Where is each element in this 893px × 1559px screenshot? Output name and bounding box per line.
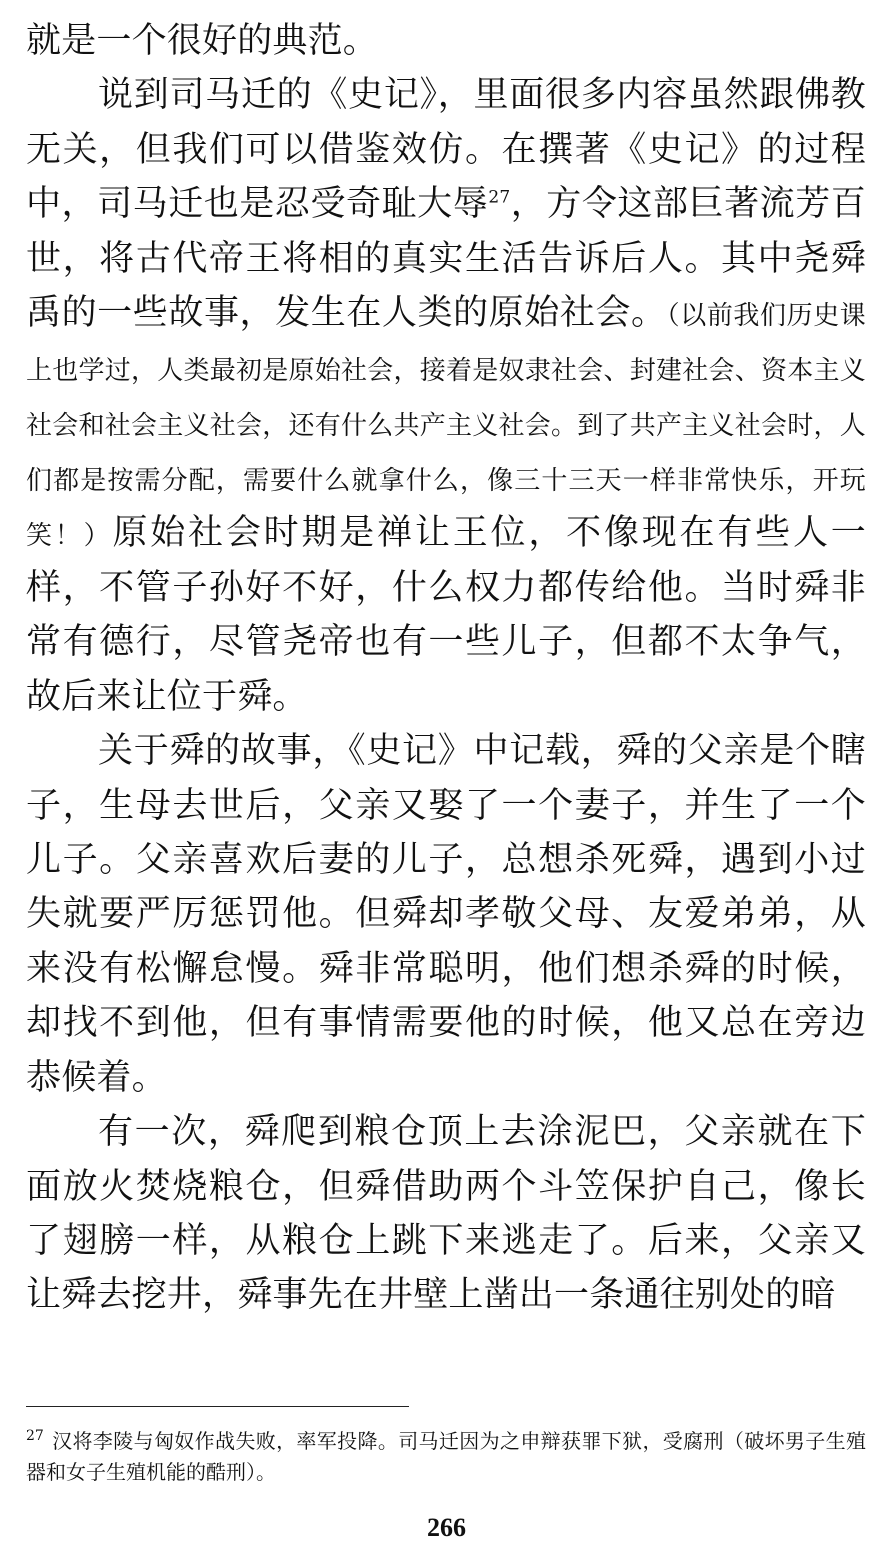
paragraph-text: 关于舜的故事，《史记》中记载，舜的父亲是个瞎子，生母去世后，父亲又娶了一个妻子，并生了一个儿子。父亲喜欢后妻的儿子，总想杀死舜，遇到小过失就要严厉惩罚他。但舜却孝敬父母、友爱弟弟，从来没有松懈怠慢。舜非常聪明，他们想杀舜的时候，却找不到他，但有事情需要他的时候，他又总在旁边恭候着。: [26, 731, 866, 1098]
footnote-divider: [26, 1406, 409, 1407]
paragraph-granary: [26, 1105, 866, 1323]
paragraph-text: 就是一个很好的典范。: [26, 21, 379, 61]
main-text: [26, 14, 866, 1323]
footnote-text: 汉将李陵与匈奴作战失败，率军投降。司马迁因为之申辩获罪下狱，受腐刑（破坏男子生殖器和女子生殖机能的酷刑）。: [26, 1429, 866, 1484]
paragraph-continued: [26, 14, 866, 68]
footnote-marker: 27: [26, 1428, 44, 1445]
paragraph-text: 说到司马迁的《史记》，里面很多内容虽然跟佛教无关，但我们可以借鉴效仿。在撰著《史记》的过程中，司马迁也是忍受奇耻大辱: [26, 75, 866, 225]
paragraph-shiji: [26, 68, 866, 724]
page-number: 266: [427, 1513, 466, 1542]
paragraph-text: ，方令这部巨著流芳百世，将古代帝王将相的真实生活告诉后人。其中尧舜禹的一些故事，发生在人类的原始社会。: [26, 184, 866, 334]
paragraph-shun-story: [26, 724, 866, 1105]
parenthetical-aside: （以前我们历史课上也学过，人类最初是原始社会，接着是奴隶社会、封建社会、资本主义社会和社会主义社会，还有什么共产主义社会。到了共产主义社会时，人们都是按需分配，需要什么就拿什么，像三十三天一样非常快乐，开玩笑！）: [26, 301, 866, 552]
footnote-reference[interactable]: 27: [488, 187, 511, 208]
paragraph-text: 有一次，舜爬到粮仓顶上去涂泥巴，父亲就在下面放火焚烧粮仓，但舜借助两个斗笠保护自己，像长了翅膀一样，从粮仓上跳下来逃走了。后来，父亲又让舜去挖井，舜事先在井壁上凿出一条通往别处的暗: [26, 1112, 866, 1316]
paragraph-text: 原始社会时期是禅让王位，不像现在有些人一样，不管子孙好不好，什么权力都传给他。当时舜非常有德行，尽管尧帝也有一些儿子，但都不太争气，故后来让位于舜。: [26, 513, 866, 717]
footnote: [26, 1426, 866, 1488]
